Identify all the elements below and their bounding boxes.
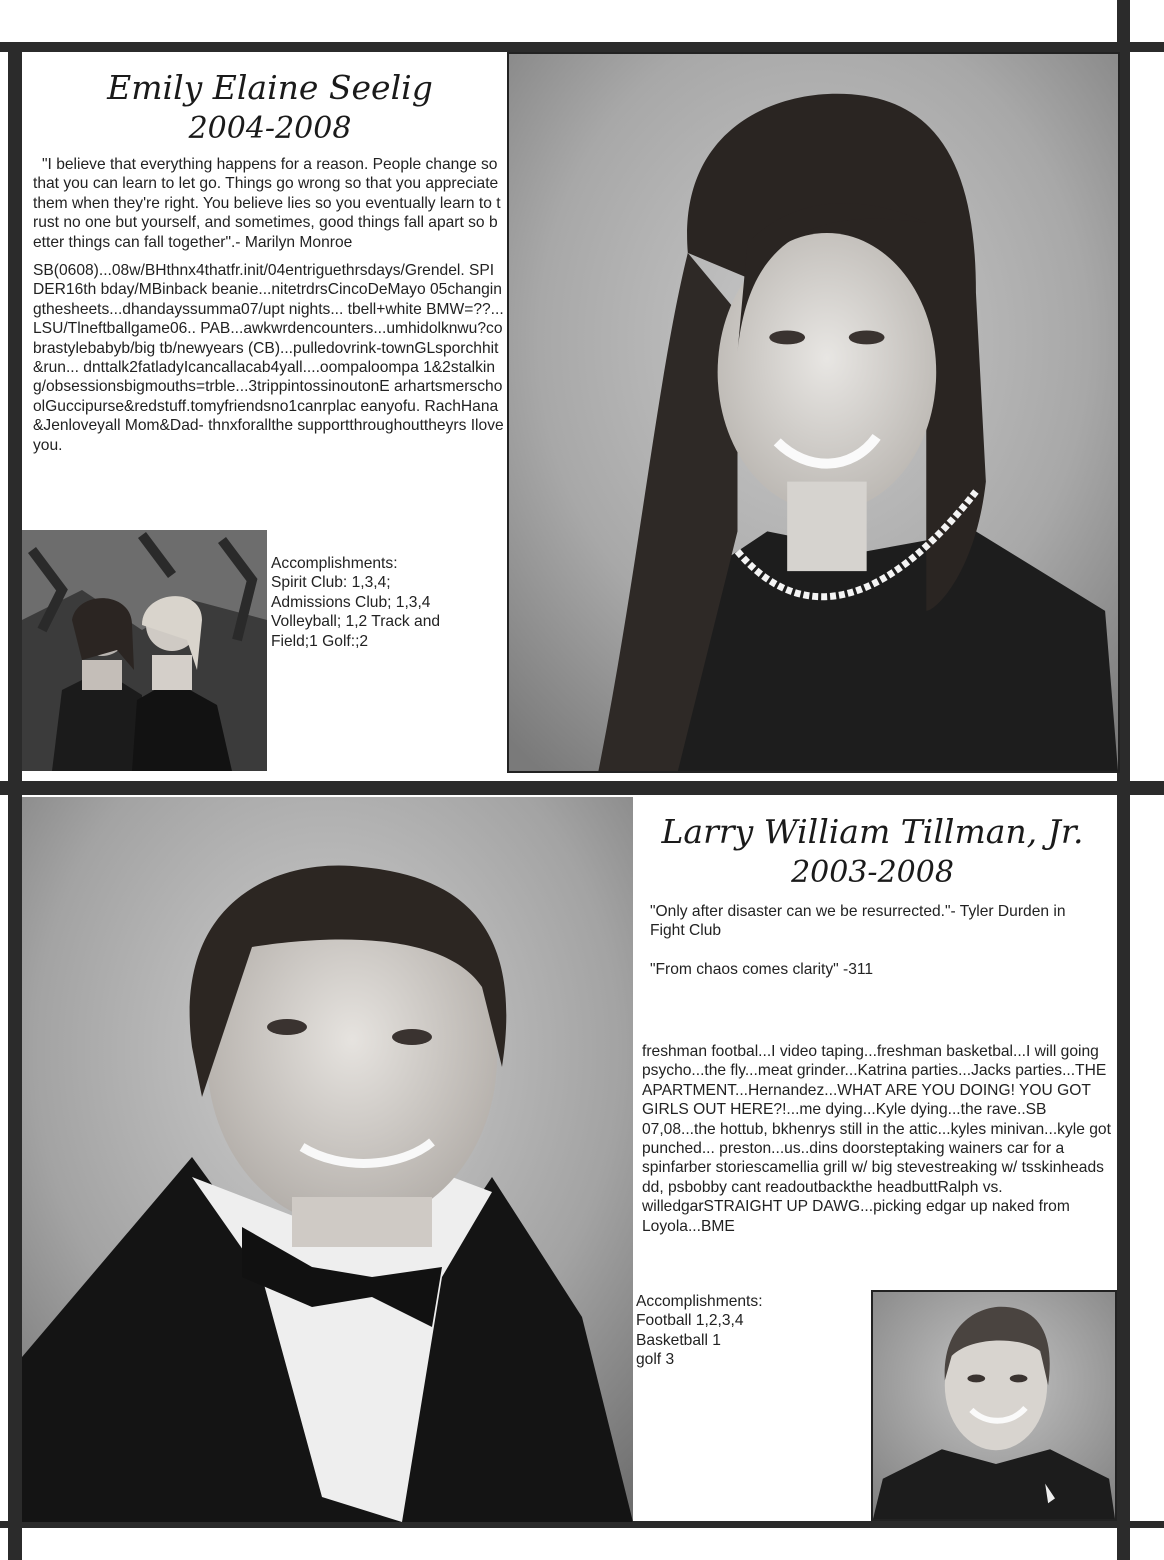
senior2-candid-photo	[871, 1290, 1117, 1521]
senior2-accomplishment-line: Football 1,2,3,4	[636, 1312, 744, 1330]
senior2-quotes	[650, 902, 1100, 979]
senior2-name: Larry William Tillman, Jr.	[661, 812, 1084, 851]
senior2-accomplishment-line: golf 3	[636, 1351, 675, 1369]
senior2-accomplishments-heading: Accomplishments:	[636, 1293, 763, 1310]
senior1-accomplishment-line: Volleyball; 1,2 Track and	[271, 613, 441, 631]
senior1-years: 2004-2008	[188, 111, 352, 146]
senior1-candid-photo	[22, 530, 267, 771]
senior1-portrait-photo	[507, 52, 1120, 773]
senior1-accomplishments	[271, 554, 491, 651]
senior1-accomplishment-line: Field;1 Golf:;2	[271, 632, 369, 650]
senior1-accomplishment-line: Spirit Club: 1,3,4;	[271, 574, 391, 592]
senior2-accomplishments	[636, 1292, 856, 1370]
senior1-accomplishments-heading: Accomplishments:	[271, 555, 398, 572]
frame-bottom-rule	[0, 1521, 1164, 1528]
frame-left-bar	[8, 42, 22, 1560]
senior2-quote: "From chaos comes clarity" -311	[650, 960, 874, 978]
senior1-accomplishment-line: Admissions Club; 1,3,4	[271, 593, 431, 611]
senior1-quote: "I believe that everything happens for a reason. People change so that you can learn to let go. Things go wrong so that you appreciate them when they're right. You believe lies so you eventually learn to trust no one but yourself, and sometimes, good things fall apart so better things can fall together".- Marilyn Monroe	[33, 156, 501, 251]
senior2-portrait-photo	[22, 797, 633, 1522]
senior1-heading	[40, 68, 500, 150]
senior1-name: Emily Elaine Seelig	[107, 68, 433, 107]
senior2-years: 2003-2008	[791, 855, 954, 890]
senior1-text	[33, 155, 505, 455]
senior2-accomplishment-line: Basketball 1	[636, 1331, 721, 1349]
senior2-message: freshman footbal...I video taping...freshman basketbal...I will going psycho...the fly...meat grinder...Katrina parties...Jacks parties...THE APARTMENT...Hernandez...WHAT ARE YOU DOING! YOU GOT GIRLS OUT HERE?!...me dying...Kyle dying...the rave..SB 07,08...the hottub, bkhenrys still in the attic...kyles minivan...kyle got punched... preston...us..dins doorsteptaking wainers car for a spinfarber storiescamellia grill w/ big stevestreaking w/ tsskinheads dd, psbobby cant readoutbackthe headbuttRalph vs. willedgarSTRAIGHT UP DAWG...picking edgar up naked from Loyola...BME	[642, 1043, 1111, 1235]
frame-top-rule	[0, 42, 1164, 52]
senior1-message: SB(0608)...08w/BHthnx4thatfr.init/04entriguethrsdays/Grendel. SPIDER16th bday/MBinback beanie...nitetrdrsCincoDeMayo 05changingthesheets...dhandayssumma07/upt nights... tbell+white BMW=??...LSU/Tlneftballgame06.. PAB...awkwrdencounters...umhidolknwu?cobrastylebabyb/big tb/newyears (CB)...pulledovrink-townGLsporchhit&run... dnttalk2fatladyIcancallacab4yall....oompaloompa 1&2stalking/obsessionsbigmouths=trble...3trippintossinoutonE arhartsmerschoolGuccipurse&redstuff.tomyfriendsno1canrplac eanyofu. RachHana&Jenloveyall Mom&Dad- thnxforallthe supportthroughouttheyrs Iloveyou.	[33, 262, 504, 454]
senior2-heading	[640, 812, 1105, 894]
frame-middle-rule	[0, 781, 1164, 795]
senior2-quote: "Only after disaster can we be resurrected."- Tyler Durden in Fight Club	[650, 903, 1066, 940]
